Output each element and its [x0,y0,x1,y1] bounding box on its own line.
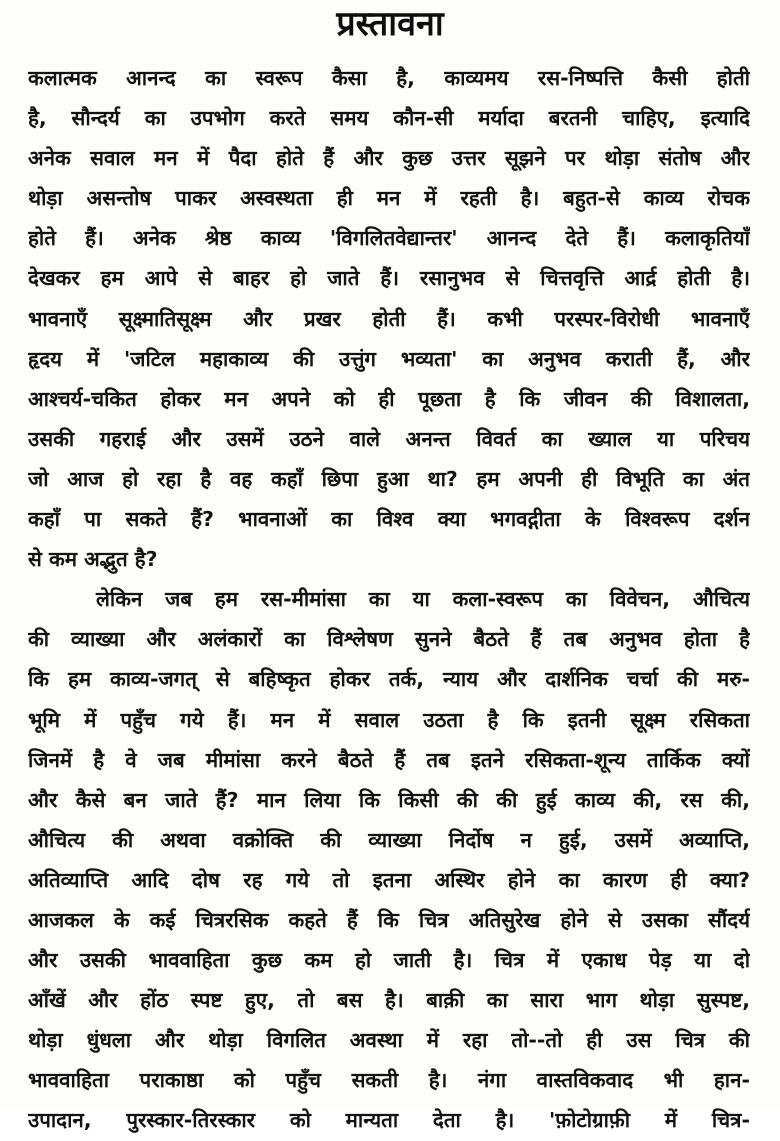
text-line: और कैसे बन जाते हैं? मान लिया कि किसी की की हुई काव्य की, रस की, [28,787,750,812]
text-line: से कम अद्भुत है? [28,547,158,572]
body-text [28,58,750,1141]
text-line: अनेक सवाल मन में पैदा होते हैं और कुछ उत्तर सूझने पर थोड़ा संतोष और [28,146,750,171]
page-title: प्रस्तावना [336,4,444,44]
text-line: भावनाएँ सूक्ष्मातिसूक्ष्म और प्रखर होती हैं। कभी परस्पर-विरोधी भावनाएँ [28,306,750,331]
text-line: कि हम काव्य-जगत् से बहिष्कृत होकर तर्क, न्याय और दार्शनिक चर्चा की मरु- [28,667,750,692]
text-line: थोड़ा असन्तोष पाकर अस्वस्थता ही मन में रहती है। बहुत-से काव्य रोचक [28,186,750,211]
text-line: जिनमें है वे जब मीमांसा करने बैठते हैं तब इतने रसिकता-शून्य तार्किक क्यों [28,747,750,772]
text-line: थोड़ा धुंधला और थोड़ा विगलित अवस्था में रहा तो--तो ही उस चित्र की [28,1028,750,1053]
text-line: हृदय में 'जटिल महाकाव्य की उत्तुंग भव्यता' का अनुभव कराती हैं, और [28,346,750,371]
text-line: और उसकी भाववाहिता कुछ कम हो जाती है। चित्र में एकाध पेड़ या दो [28,948,750,973]
text-line: देखकर हम आपे से बाहर हो जाते हैं। रसानुभव से चित्तवृत्ति आर्द्र होती है। [28,266,750,291]
text-line: अतिव्याप्ति आदि दोष रह गये तो इतना अस्थिर होने का कारण ही क्या? [28,867,750,892]
text-line: आँखें और होंठ स्पष्ट हुए, तो बस है। बाक़ी का सारा भाग थोड़ा सुस्पष्ट, [28,988,750,1013]
paragraph-2 [28,579,750,1140]
text-line: लेकिन जब हम रस-मीमांसा का या कला-स्वरूप का विवेचन, औचित्य [96,587,750,612]
text-line: औचित्य की अथवा वक्रोक्ति की व्याख्या निर्दोष न हुई, उसमें अव्याप्ति, [28,827,750,852]
text-line: उसकी गहराई और उसमें उठने वाले अनन्त विवर्त का ख्याल या परिचय [28,426,750,451]
text-line: भाववाहिता पराकाष्ठा को पहुँच सकती है। नंगा वास्तविकवाद भी हान- [28,1068,750,1093]
text-line: कलात्मक आनन्द का स्वरूप कैसा है, काव्यमय रस-निष्पत्ति कैसी होती [28,66,750,90]
text-line: होते हैं। अनेक श्रेष्ठ काव्य 'विगलितवेद्यान्तर' आनन्द देते हैं। कलाकृतियाँ [28,226,750,251]
text-line: आजकल के कई चित्ररसिक कहते हैं कि चित्र अतिसुरेख होने से उसका सौंदर्य [28,907,750,932]
text-line: है, सौन्दर्य का उपभोग करते समय कौन-सी मर्यादा बरतनी चाहिए, इत्यादि [28,106,750,131]
text-line: भूमि में पहुँच गये हैं। मन में सवाल उठता है कि इतनी सूक्ष्म रसिकता [28,707,750,732]
text-line: की व्याख्या और अलंकारों का विश्लेषण सुनने बैठते हैं तब अनुभव होता है [28,627,750,652]
text-line: आश्चर्य-चकित होकर मन अपने को ही पूछता है कि जीवन की विशालता, [28,386,750,411]
text-line: उपादान, पुरस्कार-तिरस्कार को मान्यता देता है। 'फ़ोटोग्राफ़ी में चित्र- [28,1108,750,1133]
text-line: जो आज हो रहा है वह कहाँ छिपा हुआ था? हम अपनी ही विभूति का अंत [28,466,750,491]
text-line: कहाँ पा सकते हैं? भावनाओं का विश्व क्या भगवद्गीता के विश्वरूप दर्शन [28,507,750,532]
paragraph-1 [28,58,750,579]
